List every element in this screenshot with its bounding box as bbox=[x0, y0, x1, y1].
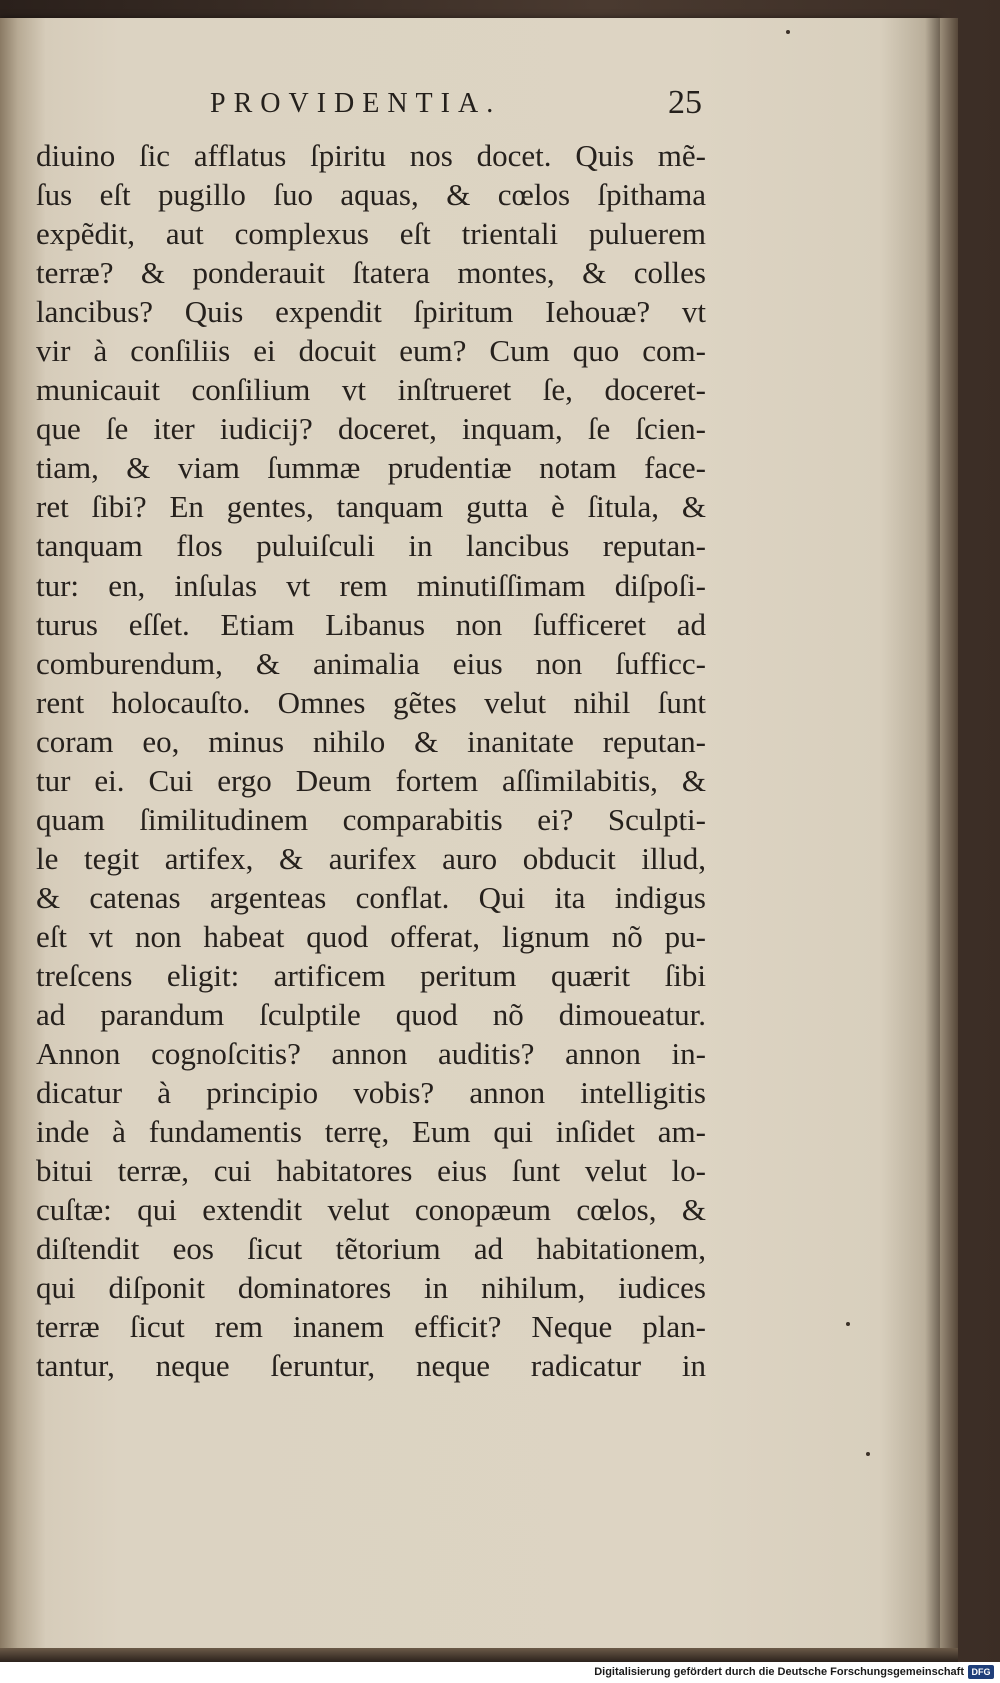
text-line: tiam, & viam ſummæ prudentiæ notam face- bbox=[36, 450, 706, 486]
text-line: treſcens eligit: artificem peritum quærit ſibi bbox=[36, 957, 706, 993]
text-line: ret ſibi? En gentes, tanquam gutta è ſitula, & bbox=[36, 489, 706, 525]
text-line: rent holocauſto. Omnes gẽtes velut nihil ſunt bbox=[36, 684, 706, 720]
text-line: expẽdit, aut complexus eſt trientali puluerem bbox=[36, 216, 706, 252]
text-line: bitui terræ, cui habitatores eius ſunt velut lo- bbox=[36, 1153, 706, 1189]
text-line: tanquam flos puluiſculi in lancibus reputan- bbox=[36, 528, 706, 564]
text-line: quam ſimilitudinem comparabitis ei? Sculpti- bbox=[36, 801, 706, 837]
text-line: lancibus? Quis expendit ſpiritum Iehouæ? vt bbox=[36, 294, 706, 330]
text-line: municauit conſilium vt inſtrueret ſe, doceret- bbox=[36, 372, 706, 408]
body-text bbox=[36, 136, 706, 1386]
text-line: cuſtæ: qui extendit velut conopæum cœlos, & bbox=[36, 1192, 706, 1228]
dfg-logo: DFG bbox=[968, 1665, 994, 1679]
text-line: qui diſponit dominatores in nihilum, iudices bbox=[36, 1270, 706, 1306]
text-line: ad parandum ſculptile quod nõ dimoueatur. bbox=[36, 997, 706, 1033]
text-line: eſt vt non habeat quod offerat, lignum nõ pu- bbox=[36, 918, 706, 954]
text-line: Annon cognoſcitis? annon auditis? annon in- bbox=[36, 1036, 706, 1072]
text-line: tantur, neque ſeruntur, neque radicatur in bbox=[36, 1348, 706, 1384]
text-line: tur ei. Cui ergo Deum fortem aſſimilabitis, & bbox=[36, 762, 706, 798]
text-line: inde à fundamentis terrę, Eum qui inſidet am- bbox=[36, 1114, 706, 1150]
text-line: turus eſſet. Etiam Libanus non ſufficeret ad bbox=[36, 606, 706, 642]
text-line: & catenas argenteas conflat. Qui ita indigus bbox=[36, 879, 706, 915]
text-line: terræ ſicut rem inanem efficit? Neque plan- bbox=[36, 1309, 706, 1345]
text-line: coram eo, minus nihilo & inanitate reputan- bbox=[36, 723, 706, 759]
paper-speck bbox=[786, 30, 790, 34]
digitization-credit: Digitalisierung gefördert durch die Deutsche Forschungsgemeinschaft bbox=[594, 1666, 964, 1678]
text-line: le tegit artifex, & aurifex auro obducit illud, bbox=[36, 840, 706, 876]
text-line: que ſe iter iudicij? doceret, inquam, ſe ſcien- bbox=[36, 411, 706, 447]
text-line: comburendum, & animalia eius non ſufficc- bbox=[36, 645, 706, 681]
page-edge bbox=[940, 18, 958, 1648]
text-line: tur: en, inſulas vt rem minutiſſimam diſpoſi- bbox=[36, 567, 706, 603]
text-line: dicatur à principio vobis? annon intelligitis bbox=[36, 1075, 706, 1111]
page-bottom-edge bbox=[0, 1648, 958, 1662]
text-line: terræ? & ponderauit ſtatera montes, & colles bbox=[36, 255, 706, 291]
paper-speck bbox=[866, 1452, 870, 1456]
paper-speck bbox=[846, 1322, 850, 1326]
text-line: ſus eſt pugillo ſuo aquas, & cœlos ſpithama bbox=[36, 177, 706, 213]
running-head: PROVIDENTIA. bbox=[210, 88, 502, 119]
text-line: vir à conſiliis ei docuit eum? Cum quo com- bbox=[36, 333, 706, 369]
page-number: 25 bbox=[668, 84, 702, 121]
text-line: diuino ſic afflatus ſpiritu nos docet. Quis mẽ- bbox=[36, 138, 706, 173]
text-line: diſtendit eos ſicut tẽtorium ad habitationem, bbox=[36, 1231, 706, 1267]
